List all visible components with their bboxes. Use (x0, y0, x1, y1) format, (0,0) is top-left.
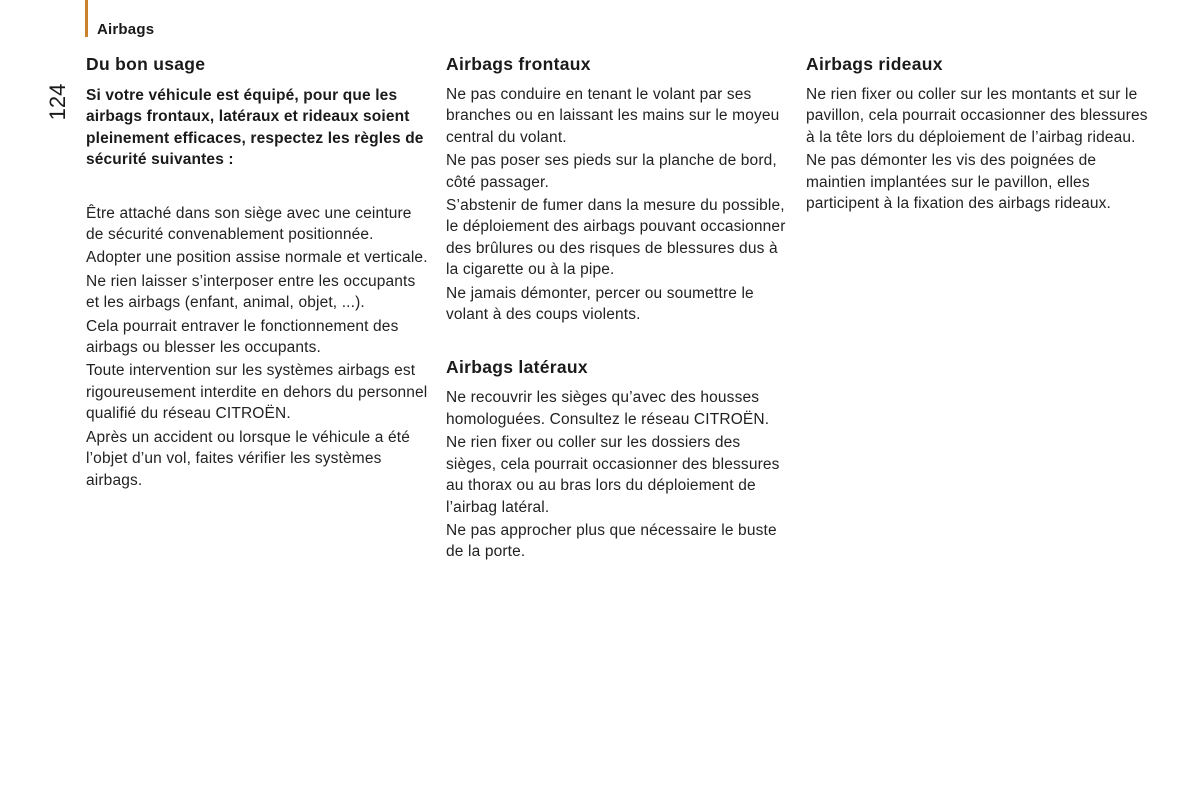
heading-curtain: Airbags rideaux (806, 54, 943, 74)
paragraph: Ne rien fixer ou coller sur les montants et sur le pavillon, cela pourrait occasionner des blessures à la tête lors du déploiement de l’airbag rideau. (806, 86, 1148, 146)
heading-frontal: Airbags frontaux (446, 54, 591, 74)
heading-usage: Du bon usage (86, 54, 206, 74)
paragraph: Adopter une position assise normale et verticale. (86, 249, 428, 267)
heading-lateral: Airbags latéraux (446, 357, 588, 378)
column-frontal-lateral (446, 52, 791, 565)
paragraph: Toute intervention sur les systèmes airbags est rigoureusement interdite en dehors du personnel qualifié du réseau CITROËN. (86, 362, 428, 423)
paragraph: Après un accident ou lorsque le véhicule a été l’objet d’un vol, faites vérifier les systèmes airbags. (86, 428, 410, 489)
paragraph: S’abstenir de fumer dans la mesure du possible, le déploiement des airbags pouvant occasionner des brûlures ou des risques de blessures dus à la cigarette ou à la pipe. (446, 197, 786, 279)
paragraph: Ne jamais démonter, percer ou soumettre le volant à des coups violents. (446, 284, 754, 324)
column-curtain (806, 52, 1151, 216)
section-accent-bar (85, 0, 88, 37)
curtain-paragraph-list (806, 84, 1151, 214)
page-number: 124 (45, 83, 70, 121)
paragraph: Ne recouvrir les sièges qu’avec des housses homologuées. Consultez le réseau CITROËN. (446, 389, 770, 428)
lateral-paragraph-list (446, 387, 791, 562)
paragraph: Cela pourrait entraver le fonctionnement des airbags ou blesser les occupants. (86, 317, 399, 357)
paragraph: Être attaché dans son siège avec une ceinture de sécurité convenablement positionnée. (86, 204, 412, 244)
paragraph: Ne pas poser ses pieds sur la planche de bord, côté passager. (446, 152, 777, 191)
frontal-paragraph-list (446, 84, 791, 325)
paragraph: Ne rien fixer ou coller sur les dossiers des sièges, cela pourrait occasionner des blessures au thorax ou au bras lors du déploiement de l’airbag latéral. (446, 434, 780, 516)
paragraph: Ne pas conduire en tenant le volant par ses branches ou en laissant les mains sur le moyeu central du volant. (446, 86, 780, 146)
paragraph: Ne pas démonter les vis des poignées de maintien implantées sur le pavillon, elles participent à la fixation des airbags rideaux. (806, 152, 1112, 213)
paragraph: Ne pas approcher plus que nécessaire le buste de la porte. (446, 521, 777, 561)
section-title: Airbags (97, 21, 155, 38)
usage-intro: Si votre véhicule est équipé, pour que les airbags frontaux, latéraux et rideaux soient pleinement efficaces, respectez les règles de sécurité suivantes : (86, 87, 424, 169)
paragraph: Ne rien laisser s’interposer entre les occupants et les airbags (enfant, animal, objet, ...). (86, 272, 416, 312)
column-usage (86, 52, 431, 493)
usage-paragraph-list (86, 203, 431, 491)
